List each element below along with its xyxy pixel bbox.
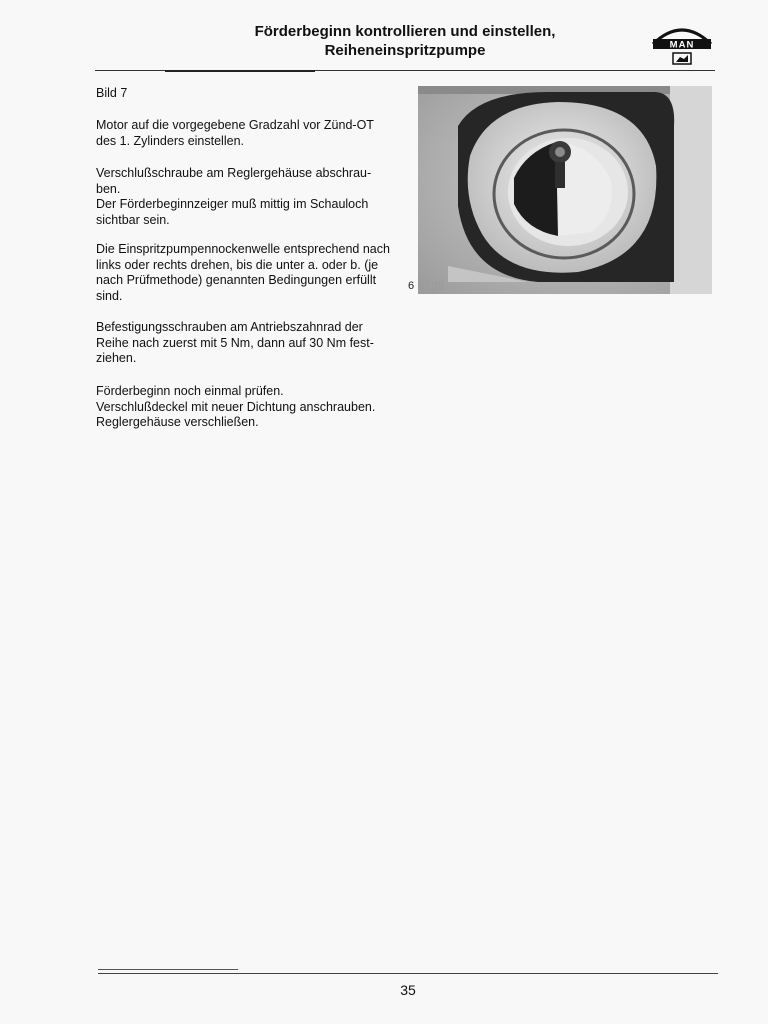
paragraph-5 <box>96 384 396 431</box>
figure-label-text: Bild 7 <box>96 86 128 100</box>
paragraph-text: Motor auf die vorgegebene Gradzahl vor Zünd-OT des 1. Zylinders einstellen. <box>96 118 374 148</box>
header-rule-accent <box>165 70 315 72</box>
title-line-1: Förderbeginn kontrollieren und einstellen, <box>254 23 556 40</box>
page-title <box>200 22 610 60</box>
footer-rule-accent <box>98 969 238 970</box>
inspection-hole-photo <box>418 86 712 294</box>
figure-number <box>408 280 445 292</box>
figure-number-suffix: 2735 <box>418 280 445 292</box>
title-line-2: Reiheneinspritzpumpe <box>324 42 486 59</box>
figure-label <box>96 86 396 102</box>
man-logo <box>650 22 714 66</box>
footer-rule <box>98 973 718 974</box>
paragraph-text: Verschlußschraube am Reglergehäuse abschrau- ben. Der Förderbeginnzeiger muß mittig im Schauloch sichtbar sein. <box>96 166 372 227</box>
paragraph-1 <box>96 118 396 149</box>
paragraph-text: Die Einspritzpumpennockenwelle entsprechend nach links oder rechts drehen, bis die unter a. oder b. (je nach Prüfmethode) genannten Bedingungen erfüllt sind. <box>96 242 390 303</box>
logo-text: MAN <box>669 39 695 51</box>
paragraph-text: Befestigungsschrauben am Antriebszahnrad der Reihe nach zuerst mit 5 Nm, dann auf 30 Nm fest- ziehen. <box>96 320 374 365</box>
paragraph-3 <box>96 242 396 304</box>
paragraph-text: Förderbeginn noch einmal prüfen. Verschlußdeckel mit neuer Dichtung anschrauben. Reglergehäuse verschließen. <box>96 384 376 429</box>
paragraph-4 <box>96 320 396 367</box>
page-number: 35 <box>400 982 416 998</box>
paragraph-2 <box>96 166 396 228</box>
figure-number-prefix: 6 <box>408 280 415 292</box>
